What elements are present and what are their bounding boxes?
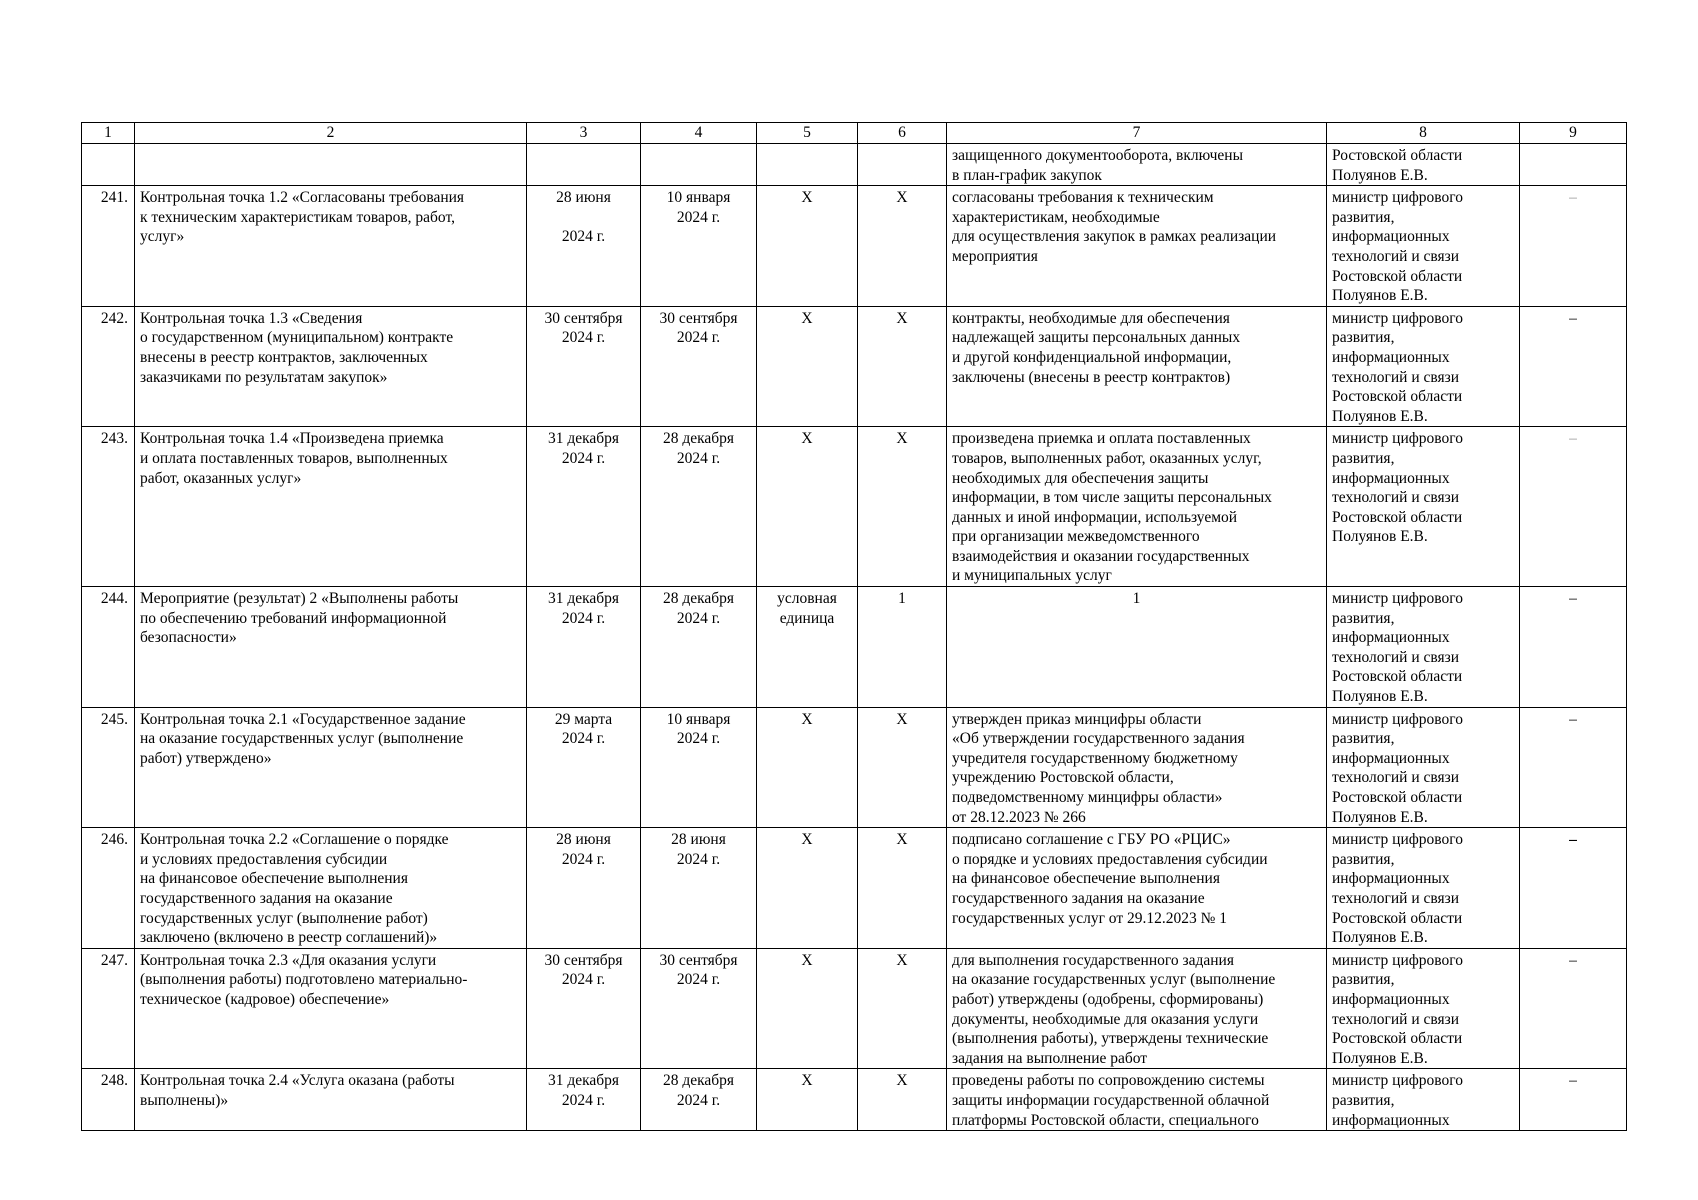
text-line: Контрольная точка 2.4 «Услуга оказана (работы	[140, 1072, 455, 1090]
text-line: безопасности»	[140, 629, 237, 647]
table-row	[82, 306, 1627, 427]
text-line: на оказание государственных услуг (выполнение	[952, 971, 1276, 989]
text-line: технологий и связи	[1332, 247, 1460, 265]
responsible-cell	[1327, 306, 1520, 427]
text-line: задания на выполнение работ	[952, 1049, 1148, 1067]
result-cell	[947, 427, 1327, 587]
text-line: 2024 г.	[561, 449, 606, 467]
row-number: 246.	[100, 831, 128, 849]
text-line: X	[801, 710, 813, 728]
row-number: 243.	[100, 430, 128, 448]
text-line: Ростовской области	[1332, 267, 1463, 285]
unit-cell	[757, 427, 858, 587]
row-number-cell	[82, 707, 135, 828]
table-row	[82, 427, 1627, 587]
text-line: Ростовской области	[1332, 789, 1463, 806]
text-line: министр цифрового	[1332, 189, 1463, 207]
column-header: 9	[1520, 123, 1627, 144]
text-line: единица	[779, 609, 835, 627]
text-line: Полуянов Е.В.	[1332, 1049, 1428, 1067]
text-line: технологий и связи	[1332, 769, 1460, 787]
text-line: развития,	[1332, 730, 1395, 748]
fact-date-cell	[641, 828, 757, 949]
text-line: по обеспечению требований информационной	[140, 609, 447, 627]
text-line: (выполнения работы), утверждены технические	[952, 1030, 1269, 1048]
unit-cell	[757, 948, 858, 1069]
text-line: условная	[777, 590, 837, 608]
text-line: министр цифрового	[1332, 831, 1463, 849]
text-line: данных и иной информации, используемой	[952, 508, 1238, 526]
text-line: Полуянов Е.В.	[1332, 407, 1428, 425]
column-header: 3	[527, 123, 641, 144]
note-cell	[1520, 306, 1627, 427]
text-line: развития,	[1332, 971, 1395, 989]
text-line: развития,	[1332, 609, 1395, 627]
text-line: Контрольная точка 2.1 «Государственное задание	[140, 710, 466, 728]
text-line: государственного задания на оказание	[140, 889, 393, 907]
text-line: информационных	[1332, 870, 1450, 888]
text-line: Полуянов Е.В.	[1332, 166, 1428, 184]
unit-cell	[757, 306, 858, 427]
text-line: государственных услуг от 29.12.2023 № 1	[952, 909, 1228, 927]
note-dash: –	[1569, 430, 1577, 448]
plan-date-cell	[527, 587, 641, 708]
text-line: X	[896, 951, 908, 969]
table-body	[82, 123, 1627, 1131]
control-points-table	[81, 122, 1627, 1131]
item-name-cell	[135, 144, 527, 186]
plan-value-cell	[858, 828, 947, 949]
column-header: 6	[858, 123, 947, 144]
text-line: Контрольная точка 1.2 «Согласованы требования	[140, 189, 465, 207]
table-row	[82, 828, 1627, 949]
plan-date-cell	[527, 144, 641, 186]
text-line: 28 декабря	[662, 590, 735, 608]
table-row	[82, 707, 1627, 828]
text-line: техническое (кадровое) обеспечение»	[140, 990, 390, 1008]
unit-cell	[757, 587, 858, 708]
text-line: 2024 г.	[561, 228, 606, 246]
text-line: X	[896, 189, 908, 207]
text-line: 30 сентября	[659, 309, 738, 327]
row-number-cell	[82, 1069, 135, 1131]
result-cell	[947, 587, 1327, 708]
text-line: министр цифрового	[1332, 590, 1463, 608]
text-line: на финансовое обеспечение выполнения	[952, 870, 1220, 888]
column-header: 8	[1327, 123, 1520, 144]
row-number: 247.	[100, 951, 128, 969]
text-line: для выполнения государственного задания	[952, 951, 1234, 969]
plan-value-cell	[858, 306, 947, 427]
text-line: информации, в том числе защиты персональных	[952, 489, 1272, 507]
result-cell	[947, 948, 1327, 1069]
text-line: X	[896, 430, 908, 448]
text-line: характеристикам, необходимые	[952, 208, 1160, 226]
text-line: на оказание государственных услуг (выполнение	[140, 730, 464, 748]
text-line: защиты информации государственной облачной	[952, 1091, 1270, 1109]
text-line: развития,	[1332, 449, 1395, 467]
text-line: технологий и связи	[1332, 368, 1460, 386]
text-line: согласованы требования к техническим	[952, 189, 1214, 207]
text-line: Ростовской области	[1332, 388, 1463, 406]
text-line: 10 января	[666, 710, 731, 728]
text-line: 30 сентября	[544, 309, 623, 327]
text-line: X	[801, 309, 813, 327]
text-line: 2024 г.	[676, 1091, 721, 1109]
result-cell	[947, 144, 1327, 186]
text-line: развития,	[1332, 329, 1395, 347]
text-line: заключено (включено в реестр соглашений)»	[140, 929, 438, 947]
text-line: заключены (внесены в реестр контрактов)	[952, 368, 1231, 386]
text-line: 28 декабря	[662, 1072, 735, 1090]
text-line: работ, оказанных услуг»	[140, 469, 302, 487]
text-line: информационных	[1332, 749, 1450, 767]
text-line: 28 июня	[556, 189, 611, 207]
row-number-cell	[82, 144, 135, 186]
text-line: и другой конфиденциальной информации,	[952, 348, 1232, 366]
text-line: технологий и связи	[1332, 489, 1460, 507]
column-header: 2	[135, 123, 527, 144]
row-number: 242.	[100, 309, 128, 327]
row-number: 245.	[100, 710, 128, 728]
text-line: Полуянов Е.В.	[1332, 929, 1428, 947]
text-line: 1	[1132, 590, 1141, 608]
note-cell	[1520, 948, 1627, 1069]
plan-date-cell	[527, 186, 641, 307]
text-line: 31 декабря	[547, 1072, 620, 1090]
plan-value-cell	[858, 587, 947, 708]
responsible-cell	[1327, 707, 1520, 828]
text-line: 2024 г.	[561, 1091, 606, 1109]
text-line: 30 сентября	[659, 951, 738, 969]
text-line: услуг»	[140, 228, 185, 246]
text-line: министр цифрового	[1332, 309, 1463, 327]
text-line: 10 января	[666, 189, 731, 207]
table-row	[82, 587, 1627, 708]
row-number: 244.	[100, 590, 128, 608]
text-line: министр цифрового	[1332, 951, 1463, 969]
plan-date-cell	[527, 948, 641, 1069]
text-line: учредителя государственному бюджетному	[952, 749, 1238, 767]
note-cell	[1520, 427, 1627, 587]
text-line: X	[896, 309, 908, 327]
text-line: Ростовской области	[1332, 508, 1463, 526]
table-row	[82, 144, 1627, 186]
item-name-cell	[135, 707, 527, 828]
text-line: платформы Ростовской области, специального	[952, 1111, 1259, 1129]
unit-cell	[757, 144, 858, 186]
text-line: 2024 г.	[676, 329, 721, 347]
plan-date-cell	[527, 707, 641, 828]
text-line: взаимодействия и оказании государственных	[952, 547, 1250, 565]
plan-date-cell	[527, 427, 641, 587]
text-line: и муниципальных услуг	[952, 567, 1112, 585]
note-dash: –	[1569, 1072, 1577, 1090]
text-line: 28 июня	[556, 831, 611, 849]
text-line: 2024 г.	[561, 850, 606, 868]
text-line: информационных	[1332, 348, 1450, 366]
responsible-cell	[1327, 427, 1520, 587]
text-line: 28 декабря	[662, 430, 735, 448]
text-line: Полуянов Е.В.	[1332, 287, 1428, 305]
text-line: учреждению Ростовской области,	[952, 769, 1174, 787]
fact-date-cell	[641, 306, 757, 427]
text-line: 29 марта	[554, 710, 613, 728]
responsible-cell	[1327, 186, 1520, 307]
unit-cell	[757, 828, 858, 949]
text-line: о порядке и условиях предоставления субсидии	[952, 850, 1268, 868]
text-line: подписано соглашение с ГБУ РО «РЦИС»	[952, 831, 1231, 849]
result-cell	[947, 186, 1327, 307]
text-line: X	[801, 831, 813, 849]
row-number	[124, 147, 128, 164]
fact-date-cell	[641, 427, 757, 587]
text-line: Ростовской области	[1332, 909, 1463, 927]
fact-date-cell	[641, 144, 757, 186]
text-line: Контрольная точка 1.3 «Сведения	[140, 309, 363, 327]
text-line: к техническим характеристикам товаров, работ,	[140, 208, 455, 226]
text-line: и оплата поставленных товаров, выполненных	[140, 449, 448, 467]
responsible-cell	[1327, 828, 1520, 949]
text-line: внесены в реестр контрактов, заключенных	[140, 348, 428, 366]
text-line: министр цифрового	[1332, 1072, 1463, 1090]
text-line: технологий и связи	[1332, 1010, 1460, 1028]
unit-cell	[757, 186, 858, 307]
text-line: «Об утверждении государственного задания	[952, 730, 1245, 748]
text-line: для осуществления закупок в рамках реализации	[952, 228, 1277, 246]
text-line: Контрольная точка 2.3 «Для оказания услуги	[140, 951, 437, 969]
item-name-cell	[135, 306, 527, 427]
text-line: 2024 г.	[676, 609, 721, 627]
plan-date-cell	[527, 1069, 641, 1131]
item-name-cell	[135, 1069, 527, 1131]
note-dash: –	[1569, 951, 1577, 969]
row-number-cell	[82, 186, 135, 307]
text-line: 2024 г.	[676, 449, 721, 467]
note-dash	[1571, 147, 1575, 164]
note-cell	[1520, 587, 1627, 708]
item-name-cell	[135, 948, 527, 1069]
result-cell	[947, 707, 1327, 828]
text-line: товаров, выполненных работ, оказанных услуг,	[952, 449, 1262, 467]
text-line: утвержден приказ минцифры области	[952, 710, 1202, 728]
text-line: произведена приемка и оплата поставленных	[952, 430, 1251, 448]
text-line: 2024 г.	[676, 208, 721, 226]
column-header: 5	[757, 123, 858, 144]
text-line: работ) утверждены (одобрены, сформированы)	[952, 990, 1264, 1008]
unit-cell	[757, 1069, 858, 1131]
text-line: информационных	[1332, 990, 1450, 1008]
text-line: 1	[898, 590, 906, 608]
text-line: министр цифрового	[1332, 710, 1463, 728]
result-cell	[947, 828, 1327, 949]
item-name-cell	[135, 427, 527, 587]
responsible-cell	[1327, 948, 1520, 1069]
text-line: от 28.12.2023 № 266	[952, 808, 1086, 826]
note-dash: –	[1569, 309, 1577, 327]
text-line: надлежащей защиты персональных данных	[952, 329, 1241, 347]
text-line: о государственном (муниципальном) контракте	[140, 329, 454, 347]
text-line: информационных	[1332, 629, 1450, 647]
text-line: 31 декабря	[547, 590, 620, 608]
note-cell	[1520, 707, 1627, 828]
text-line: X	[801, 430, 813, 448]
text-line: Ростовской области	[1332, 1030, 1463, 1048]
text-line: проведены работы по сопровождению системы	[952, 1072, 1265, 1090]
result-cell	[947, 306, 1327, 427]
text-line: 28 июня	[671, 831, 726, 849]
responsible-cell	[1327, 144, 1520, 186]
item-name-cell	[135, 186, 527, 307]
text-line: Ростовской области	[1332, 668, 1463, 686]
text-line: документы, необходимые для оказания услуги	[952, 1010, 1259, 1028]
text-line: Контрольная точка 2.2 «Соглашение о порядке	[140, 831, 449, 849]
report-sheet	[81, 122, 1626, 1131]
fact-date-cell	[641, 948, 757, 1069]
text-line: информационных	[1332, 228, 1450, 246]
text-line: X	[801, 1072, 813, 1090]
fact-date-cell	[641, 707, 757, 828]
plan-date-cell	[527, 828, 641, 949]
text-line: необходимых для обеспечения защиты	[952, 469, 1209, 487]
column-header: 4	[641, 123, 757, 144]
plan-value-cell	[858, 144, 947, 186]
text-line: Полуянов Е.В.	[1332, 688, 1428, 706]
text-line: 2024 г.	[676, 730, 721, 748]
unit-cell	[757, 707, 858, 828]
text-line: 2024 г.	[561, 329, 606, 347]
text-line: 2024 г.	[676, 971, 721, 989]
row-number: 248.	[100, 1072, 128, 1090]
item-name-cell	[135, 828, 527, 949]
fact-date-cell	[641, 587, 757, 708]
text-line	[532, 208, 635, 228]
column-header: 1	[82, 123, 135, 144]
text-line: Мероприятие (результат) 2 «Выполнены работы	[140, 590, 459, 608]
text-line: Полуянов Е.В.	[1332, 808, 1428, 826]
row-number-cell	[82, 427, 135, 587]
text-line: мероприятия	[952, 247, 1038, 265]
text-line: заказчиками по результатам закупок»	[140, 368, 388, 386]
text-line: 2024 г.	[561, 730, 606, 748]
row-number-cell	[82, 306, 135, 427]
text-line: 30 сентября	[544, 951, 623, 969]
note-dash: –	[1569, 590, 1577, 608]
text-line: государственного задания на оказание	[952, 889, 1205, 907]
fact-date-cell	[641, 186, 757, 307]
fact-date-cell	[641, 1069, 757, 1131]
note-cell	[1520, 1069, 1627, 1131]
column-header: 7	[947, 123, 1327, 144]
column-number-row	[82, 123, 1627, 144]
text-line: защищенного документооборота, включены	[952, 147, 1244, 164]
text-line: X	[896, 1072, 908, 1090]
text-line: 31 декабря	[547, 430, 620, 448]
responsible-cell	[1327, 1069, 1520, 1131]
responsible-cell	[1327, 587, 1520, 708]
text-line: при организации межведомственного	[952, 528, 1200, 546]
row-number-cell	[82, 948, 135, 1069]
text-line: государственных услуг (выполнение работ)	[140, 909, 428, 927]
row-number: 241.	[100, 189, 128, 207]
note-cell	[1520, 186, 1627, 307]
note-dash: –	[1569, 831, 1577, 849]
text-line: выполнены)»	[140, 1091, 229, 1109]
text-line: X	[801, 189, 813, 207]
text-line: и условиях предоставления субсидии	[140, 850, 388, 868]
text-line: Контрольная точка 1.4 «Произведена приемка	[140, 430, 444, 448]
text-line: X	[896, 831, 908, 849]
text-line: Полуянов Е.В.	[1332, 528, 1428, 546]
text-line: информационных	[1332, 469, 1450, 487]
item-name-cell	[135, 587, 527, 708]
text-line: развития,	[1332, 208, 1395, 226]
text-line: (выполнения работы) подготовлено материально-	[140, 971, 468, 989]
text-line: министр цифрового	[1332, 430, 1463, 448]
text-line: технологий и связи	[1332, 648, 1460, 666]
text-line: X	[896, 710, 908, 728]
text-line: 2024 г.	[561, 971, 606, 989]
text-line: в план-график закупок	[952, 166, 1102, 184]
table-row	[82, 948, 1627, 1069]
text-line: технологий и связи	[1332, 889, 1460, 907]
text-line: 2024 г.	[561, 609, 606, 627]
text-line: информационных	[1332, 1111, 1450, 1129]
note-cell	[1520, 144, 1627, 186]
text-line: 2024 г.	[676, 850, 721, 868]
text-line: подведомственному минцифры области»	[952, 789, 1223, 806]
row-number-cell	[82, 828, 135, 949]
note-cell	[1520, 828, 1627, 949]
text-line: Ростовской области	[1332, 147, 1463, 164]
row-number-cell	[82, 587, 135, 708]
table-row	[82, 1069, 1627, 1131]
plan-date-cell	[527, 306, 641, 427]
text-line: X	[801, 951, 813, 969]
plan-value-cell	[858, 186, 947, 307]
plan-value-cell	[858, 1069, 947, 1131]
text-line: развития,	[1332, 1091, 1395, 1109]
note-dash: –	[1569, 710, 1577, 728]
result-cell	[947, 1069, 1327, 1131]
plan-value-cell	[858, 948, 947, 1069]
plan-value-cell	[858, 427, 947, 587]
table-row	[82, 186, 1627, 307]
note-dash: –	[1569, 189, 1577, 207]
plan-value-cell	[858, 707, 947, 828]
text-line: работ) утверждено»	[140, 749, 272, 767]
text-line: на финансовое обеспечение выполнения	[140, 870, 408, 888]
text-line: развития,	[1332, 850, 1395, 868]
text-line: контракты, необходимые для обеспечения	[952, 309, 1230, 327]
